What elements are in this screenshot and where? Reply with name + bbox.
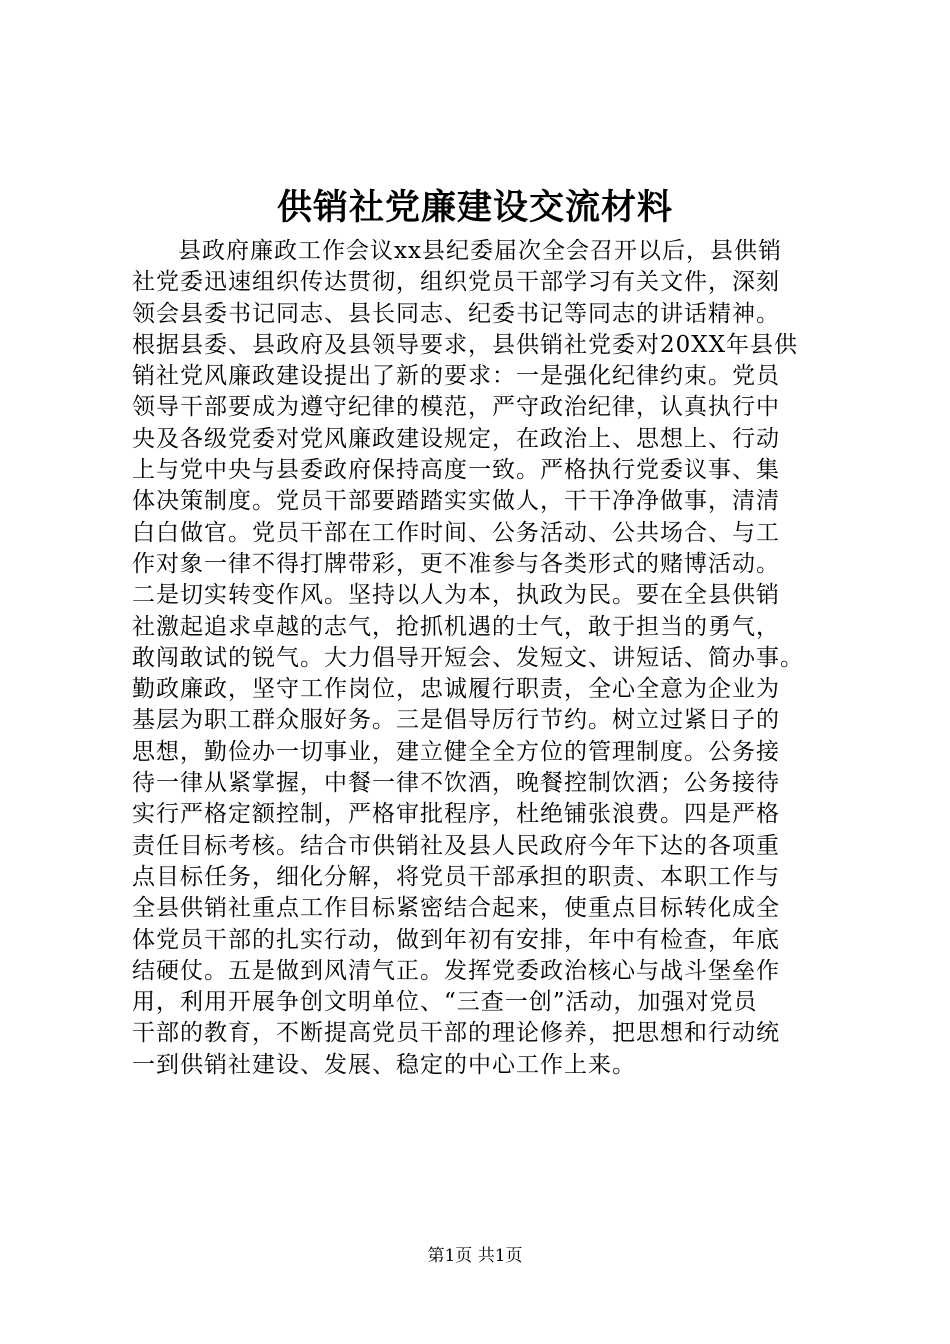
body-line: 结硬仗。五是做到风清气正。发挥党委政治核心与战斗堡垒作 — [132, 957, 780, 984]
document-title: 供销社党廉建设交流材料 — [276, 187, 673, 228]
body-line: 思想，勤俭办一切事业，建立健全全方位的管理制度。公务接 — [132, 738, 780, 765]
body-line: 领会县委书记同志、县长同志、纪委书记等同志的讲话精神。 — [132, 300, 780, 327]
body-line: 用，利用开展争创文明单位、“三查一创”活动，加强对党员 — [132, 989, 758, 1016]
body-line: 白白做官。党员干部在工作时间、公务活动、公共场合、与工 — [132, 519, 780, 546]
document-body — [132, 236, 832, 1081]
body-line: 体党员干部的扎实行动，做到年初有安排，年中有检查，年底 — [132, 926, 780, 953]
body-line: 基层为职工群众服好务。三是倡导厉行节约。树立过紧日子的 — [132, 707, 780, 734]
body-line: 二是切实转变作风。坚持以人为本，执政为民。要在全县供销 — [132, 582, 780, 609]
body-line: 一到供销社建设、发展、稳定的中心工作上来。 — [132, 1051, 636, 1078]
body-line: 勤政廉政，坚守工作岗位，忠诚履行职责，全心全意为企业为 — [132, 676, 780, 703]
body-line: 点目标任务，细化分解，将党员干部承担的职责、本职工作与 — [132, 863, 780, 890]
body-line: 待一律从紧掌握，中餐一律不饮酒，晚餐控制饮酒；公务接待 — [132, 770, 780, 797]
body-line: 县政府廉政工作会议xx县纪委届次全会召开以后，县供销 — [178, 238, 782, 264]
body-line: 干部的教育，不断提高党员干部的理论修养，把思想和行动统 — [132, 1020, 780, 1047]
body-line: 社激起追求卓越的志气，抢抓机遇的士气，敢于担当的勇气， — [132, 613, 780, 640]
body-line: 根据县委、县政府及县领导要求，县供销社党委对20XX年县供 — [132, 331, 799, 358]
body-line: 全县供销社重点工作目标紧密结合起来，使重点目标转化成全 — [132, 895, 780, 922]
body-line: 领导干部要成为遵守纪律的模范，严守政治纪律，认真执行中 — [132, 394, 780, 421]
body-line: 上与党中央与县委政府保持高度一致。严格执行党委议事、集 — [132, 457, 780, 484]
body-line: 敢闯敢试的锐气。大力倡导开短会、发短文、讲短话、简办事。 — [132, 644, 804, 671]
page-number-footer: 第1页 共1页 — [427, 1246, 523, 1266]
body-line: 实行严格定额控制，严格审批程序，杜绝铺张浪费。四是严格 — [132, 801, 780, 828]
body-line: 央及各级党委对党风廉政建设规定，在政治上、思想上、行动 — [132, 425, 780, 452]
body-line: 社党委迅速组织传达贯彻，组织党员干部学习有关文件，深刻 — [132, 269, 780, 296]
body-line: 销社党风廉政建设提出了新的要求：一是强化纪律约束。党员 — [132, 363, 780, 390]
body-line: 责任目标考核。结合市供销社及县人民政府今年下达的各项重 — [132, 832, 780, 859]
body-line: 体决策制度。党员干部要踏踏实实做人，干干净净做事，清清 — [132, 488, 780, 515]
body-line: 作对象一律不得打牌带彩，更不准参与各类形式的赌博活动。 — [132, 550, 780, 577]
